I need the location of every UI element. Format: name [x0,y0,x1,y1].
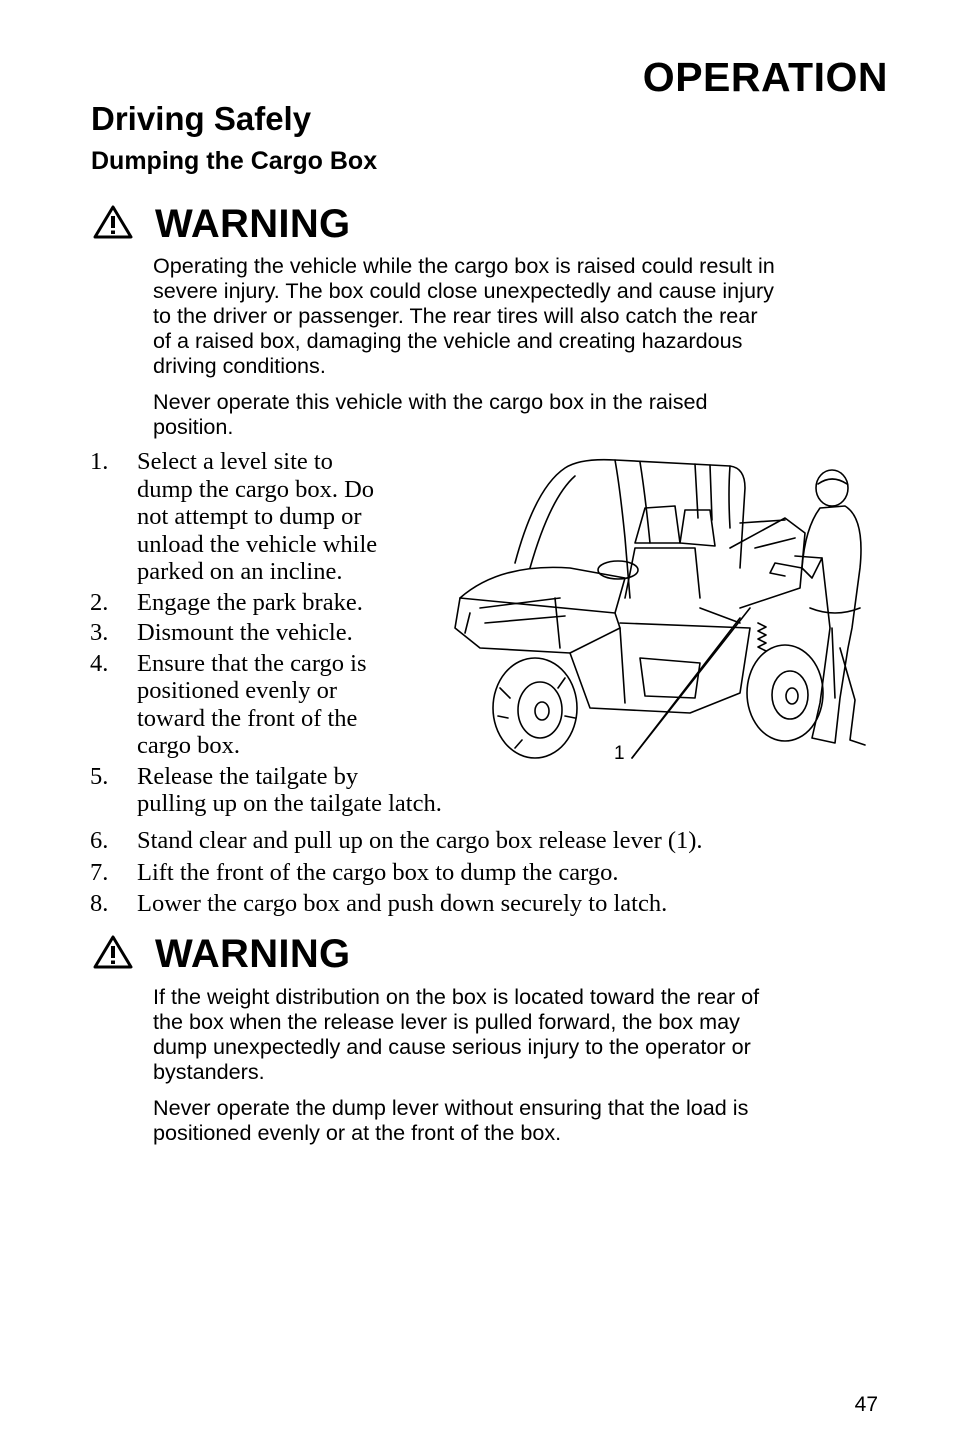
warning-header-1 [93,202,350,247]
page-heading: Driving Safely [91,100,312,137]
steps-list-2 [90,825,703,920]
section-title: OPERATION [642,54,888,100]
list-item: 4. Ensure that the cargo is positioned evenly or toward the front of the cargo box. [90,649,367,759]
warning-label: WARNING [155,202,351,246]
warning-label: WARNING [155,932,351,976]
list-item: 6. Stand clear and pull up on the cargo box release lever (1). [90,827,703,854]
list-item: 2. Engage the park brake. [90,588,363,616]
warning-1-paragraph-1: Operating the vehicle while the cargo box is raised could result in severe injury. The box could close unexpectedly and cause injury to the driver or passenger. The rear tires will also catch the rear of a raised box, damaging the vehicle and creating hazardous driving conditions. [153,253,775,378]
list-item: 8. Lower the cargo box and push down securely to latch. [90,890,668,917]
callout-label: 1 [614,743,625,764]
page-number: 47 [854,1393,878,1416]
page-subheading: Dumping the Cargo Box [91,147,378,175]
vehicle-illustration [440,448,880,778]
warning-1-paragraph-2: Never operate this vehicle with the cargo box in the raised position. [153,389,708,439]
warning-triangle-icon [93,205,133,244]
list-item: 3. Dismount the vehicle. [90,619,353,646]
warning-2-paragraph-1: If the weight distribution on the box is located toward the rear of the box when the release lever is pulled forward, the box may dump unexpectedly and cause serious injury to the operator or bystanders. [153,984,760,1084]
list-item: 5. Release the tailgate by pulling up on the tailgate latch. [90,762,442,817]
warning-header-2 [93,932,350,977]
list-item: 1. Select a level site to dump the cargo box. Do not attempt to dump or unload the vehicle while parked on an incline. [90,448,378,585]
list-item: 7. Lift the front of the cargo box to dump the cargo. [90,858,619,886]
steps-list-1 [90,448,442,821]
warning-triangle-icon [93,935,133,974]
warning-2-paragraph-2: Never operate the dump lever without ensuring that the load is positioned evenly or at the front of the box. [153,1095,749,1145]
